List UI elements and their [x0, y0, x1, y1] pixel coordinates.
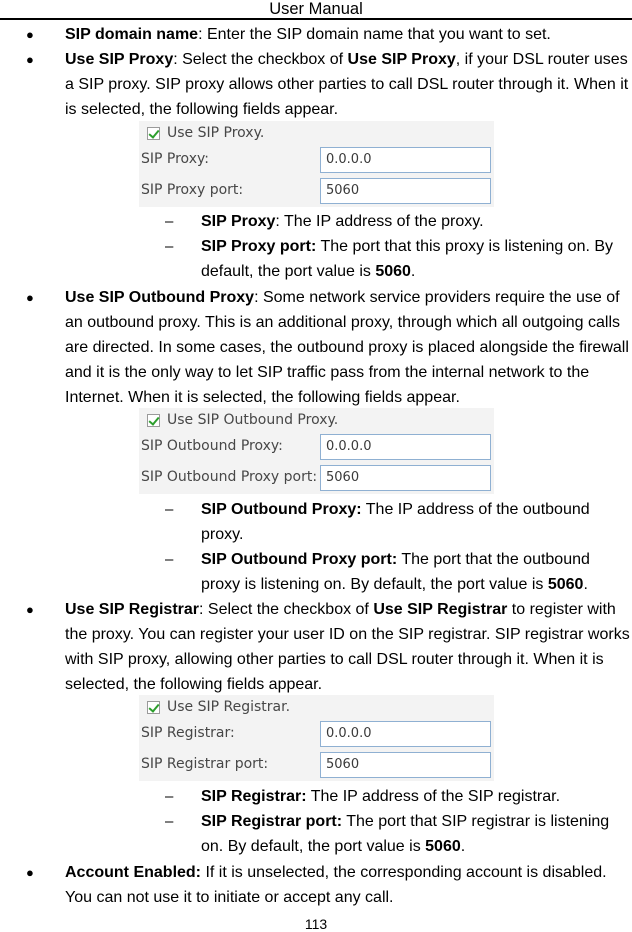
sip-outbound-proxy-port-label: SIP Outbound Proxy port: [141, 469, 318, 485]
sip-outbound-proxy-label: SIP Outbound Proxy: [141, 438, 283, 454]
bullet-use-sip-proxy [65, 47, 631, 122]
term: Use SIP Proxy [347, 51, 456, 68]
sub-item-sip-registrar [201, 784, 631, 809]
dash-icon: – [165, 813, 174, 830]
description: If it is unselected, the corresponding account is disabled. You can not use it to initiate or accept any call. [65, 864, 607, 906]
sub-item-sip-proxy [201, 209, 631, 234]
page-header: User Manual [0, 0, 632, 20]
use-sip-registrar-row[interactable] [147, 697, 290, 717]
description: The IP address of the outbound proxy. [201, 501, 590, 543]
bullet-icon: ● [26, 52, 34, 67]
bullet-icon: ● [26, 602, 34, 617]
description: to register with the proxy. You can register your user ID on the SIP registrar. SIP registrar works with SIP proxy, allowing other parties to call DSL router through it. When it is selected, the following fields appear. [65, 601, 630, 693]
use-sip-outbound-proxy-row[interactable] [147, 410, 338, 430]
use-sip-proxy-row[interactable] [147, 123, 264, 143]
term: SIP Registrar: [201, 788, 307, 805]
term: Use SIP Proxy [65, 51, 174, 68]
term: SIP Proxy port: [201, 238, 317, 255]
description: : The IP address of the proxy. [275, 213, 484, 230]
sip-registrar-label: SIP Registrar: [141, 725, 235, 741]
description: The port that this proxy is listening on. By default, the port value is [201, 238, 614, 280]
term: SIP Outbound Proxy port: [201, 551, 398, 568]
sip-outbound-proxy-settings-panel [139, 408, 494, 494]
dash-icon: – [165, 238, 174, 255]
sip-proxy-settings-panel [139, 121, 494, 207]
bullet-sip-domain-name [65, 22, 631, 47]
period: . [460, 838, 466, 855]
period: . [583, 576, 588, 593]
sub-item-sip-registrar-port [201, 809, 631, 859]
bullet-use-sip-registrar [65, 597, 631, 697]
description: The IP address of the SIP registrar. [306, 788, 561, 805]
sub-item-sip-outbound-proxy [201, 497, 631, 547]
term: Use SIP Outbound Proxy [65, 289, 255, 306]
description: : Enter the SIP domain name that you want to set. [198, 26, 551, 43]
description: : Select the checkbox of [199, 601, 374, 618]
default-value: 5060 [375, 263, 411, 280]
dash-icon: – [165, 501, 174, 518]
bullet-use-sip-outbound-proxy [65, 285, 631, 410]
checkbox-label: Use SIP Registrar. [167, 699, 291, 715]
sip-proxy-input[interactable]: 0.0.0.0 [320, 147, 491, 173]
term: SIP Outbound Proxy: [201, 501, 362, 518]
sip-registrar-settings-panel [139, 695, 494, 781]
term: SIP Registrar port: [201, 813, 343, 830]
description: : Some network service providers require the use of an outbound proxy. This is an additional proxy, through which all outgoing calls are directed. In some cases, the outbound proxy is placed alongside the firewall and it is the only way to let SIP traffic pass from the internal network to the Internet. When it is selected, the following fields appear. [65, 289, 629, 406]
term: Account Enabled: [65, 864, 202, 881]
use-sip-outbound-proxy-checkbox[interactable] [147, 414, 160, 427]
term: SIP domain name [65, 26, 199, 43]
dash-icon: – [165, 213, 174, 230]
sip-proxy-port-label: SIP Proxy port: [141, 182, 244, 198]
sip-outbound-proxy-input[interactable]: 0.0.0.0 [320, 434, 491, 460]
default-value: 5060 [547, 576, 584, 593]
description: The port that the outbound proxy is listening on. By default, the port value is [201, 551, 590, 593]
description: : Select the checkbox of [173, 51, 348, 68]
page-number: 113 [304, 916, 328, 932]
sip-registrar-input[interactable]: 0.0.0.0 [320, 721, 491, 747]
default-value: 5060 [425, 838, 461, 855]
bullet-icon: ● [26, 27, 34, 42]
bullet-icon: ● [26, 865, 34, 880]
term: Use SIP Registrar [65, 601, 199, 618]
sub-item-sip-proxy-port [201, 234, 631, 284]
dash-icon: – [165, 551, 174, 568]
bullet-icon: ● [26, 290, 34, 305]
term: Use SIP Registrar [373, 601, 508, 618]
term: SIP Proxy [201, 213, 276, 230]
period: . [410, 263, 416, 280]
sip-registrar-port-input[interactable]: 5060 [320, 752, 491, 778]
checkbox-label: Use SIP Proxy. [167, 125, 265, 141]
dash-icon: – [165, 788, 174, 805]
sip-registrar-port-label: SIP Registrar port: [141, 756, 269, 772]
bullet-account-enabled [65, 860, 631, 910]
description: The port that SIP registrar is listening on. By default, the port value is [201, 813, 610, 855]
use-sip-proxy-checkbox[interactable] [147, 127, 160, 140]
use-sip-registrar-checkbox[interactable] [147, 701, 160, 714]
sip-outbound-proxy-port-input[interactable]: 5060 [320, 465, 491, 491]
description: , if your DSL router uses a SIP proxy. SIP proxy allows other parties to call DSL router through it. When it is selected, the following fields appear. [65, 51, 629, 118]
sip-proxy-port-input[interactable]: 5060 [320, 178, 491, 204]
sub-item-sip-outbound-proxy-port [201, 547, 631, 597]
checkbox-label: Use SIP Outbound Proxy. [167, 412, 339, 428]
sip-proxy-label: SIP Proxy: [141, 151, 209, 167]
